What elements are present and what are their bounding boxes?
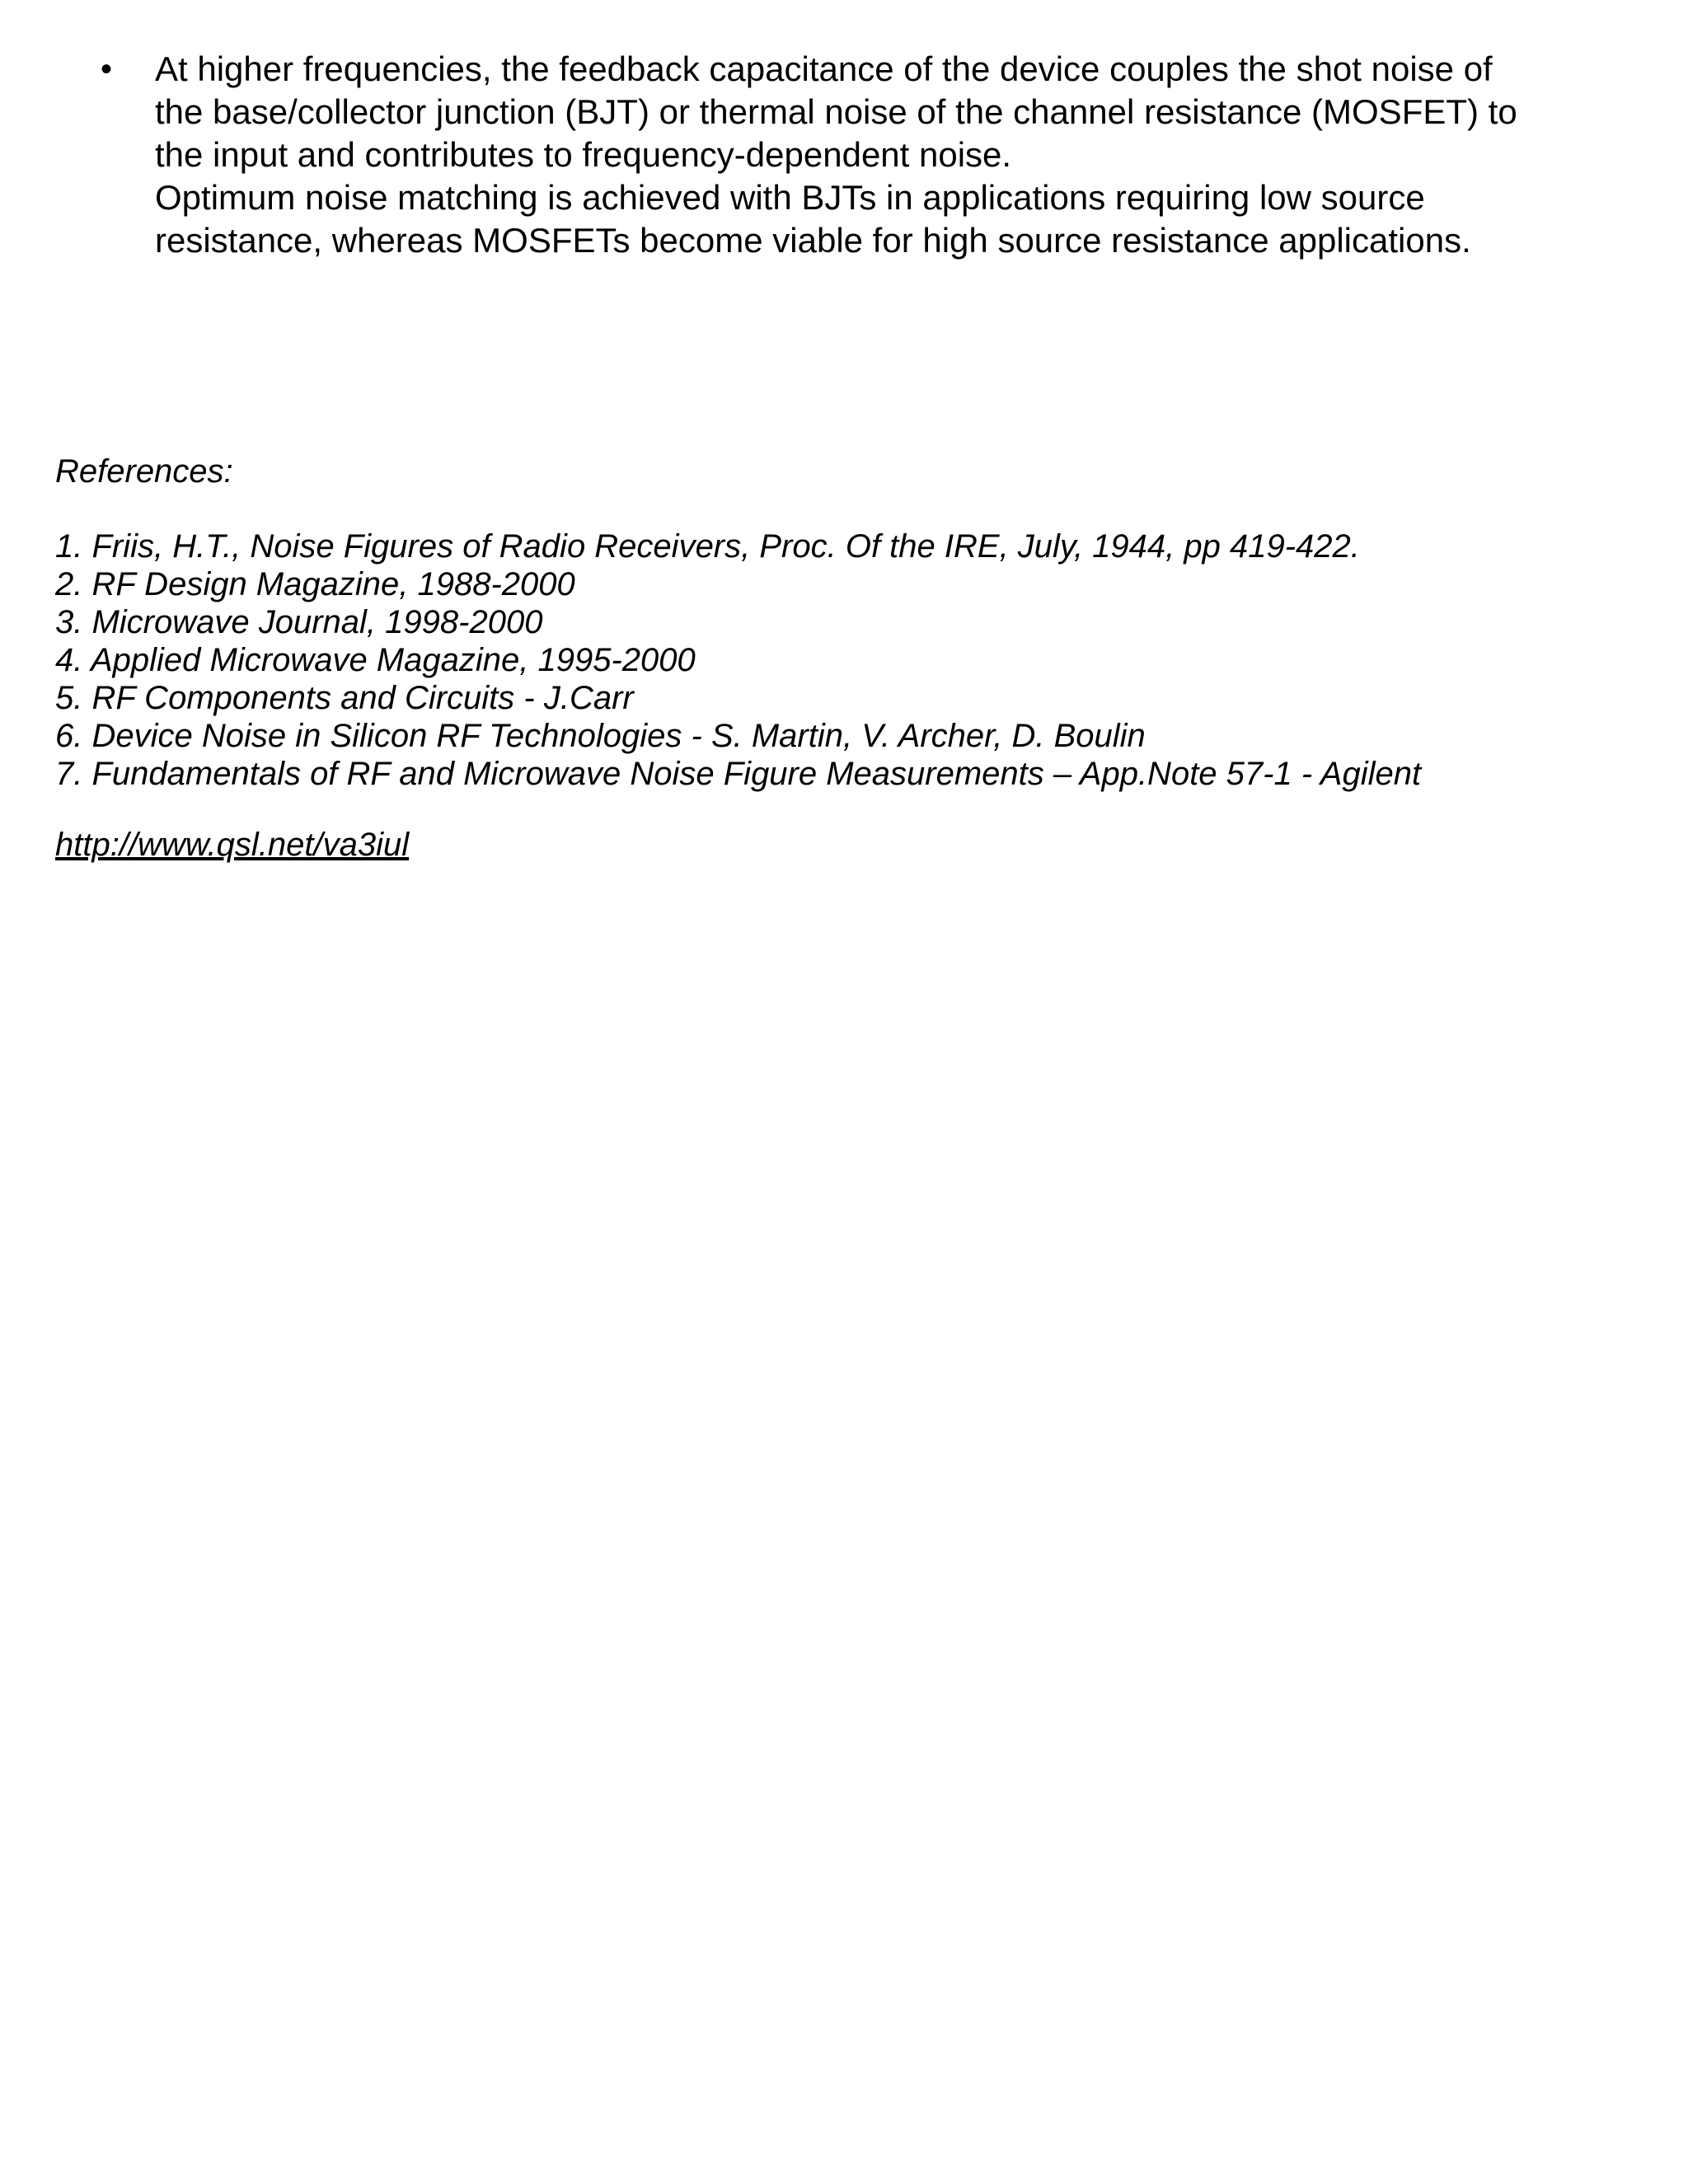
bullet-line: At higher frequencies, the feedback capacitance of the device couples the shot noise of	[155, 49, 1493, 88]
bullet-line: the base/collector junction (BJT) or thermal noise of the channel resistance (MOSFET) to	[155, 92, 1517, 131]
reference-item: 5. RF Components and Circuits - J.Carr	[55, 680, 634, 716]
bullet-line: Optimum noise matching is achieved with BJTs in applications requiring low source	[155, 178, 1425, 217]
reference-item: 6. Device Noise in Silicon RF Technologies - S. Martin, V. Archer, D. Boulin	[55, 718, 1146, 754]
references-section	[55, 452, 1621, 863]
bullet-marker: •	[101, 51, 113, 87]
reference-item: 1. Friis, H.T., Noise Figures of Radio Receivers, Proc. Of the IRE, July, 1944, pp 419-422.	[55, 528, 1360, 565]
bullet-text	[155, 48, 1655, 262]
website-link[interactable]: http://www.qsl.net/va3iul	[55, 827, 410, 863]
reference-item: 2. RF Design Magazine, 1988-2000	[55, 566, 575, 602]
references-heading: References:	[55, 453, 233, 490]
references-list	[55, 527, 1421, 793]
bullet-line: the input and contributes to frequency-dependent noise.	[155, 135, 1012, 174]
reference-item: 7. Fundamentals of RF and Microwave Noise Figure Measurements – App.Note 57-1 - Agilent	[55, 756, 1422, 792]
reference-item: 4. Applied Microwave Magazine, 1995-2000	[55, 642, 696, 678]
bullet-line: resistance, whereas MOSFETs become viable for high source resistance applications.	[155, 221, 1471, 260]
reference-item: 3. Microwave Journal, 1998-2000	[55, 604, 543, 640]
